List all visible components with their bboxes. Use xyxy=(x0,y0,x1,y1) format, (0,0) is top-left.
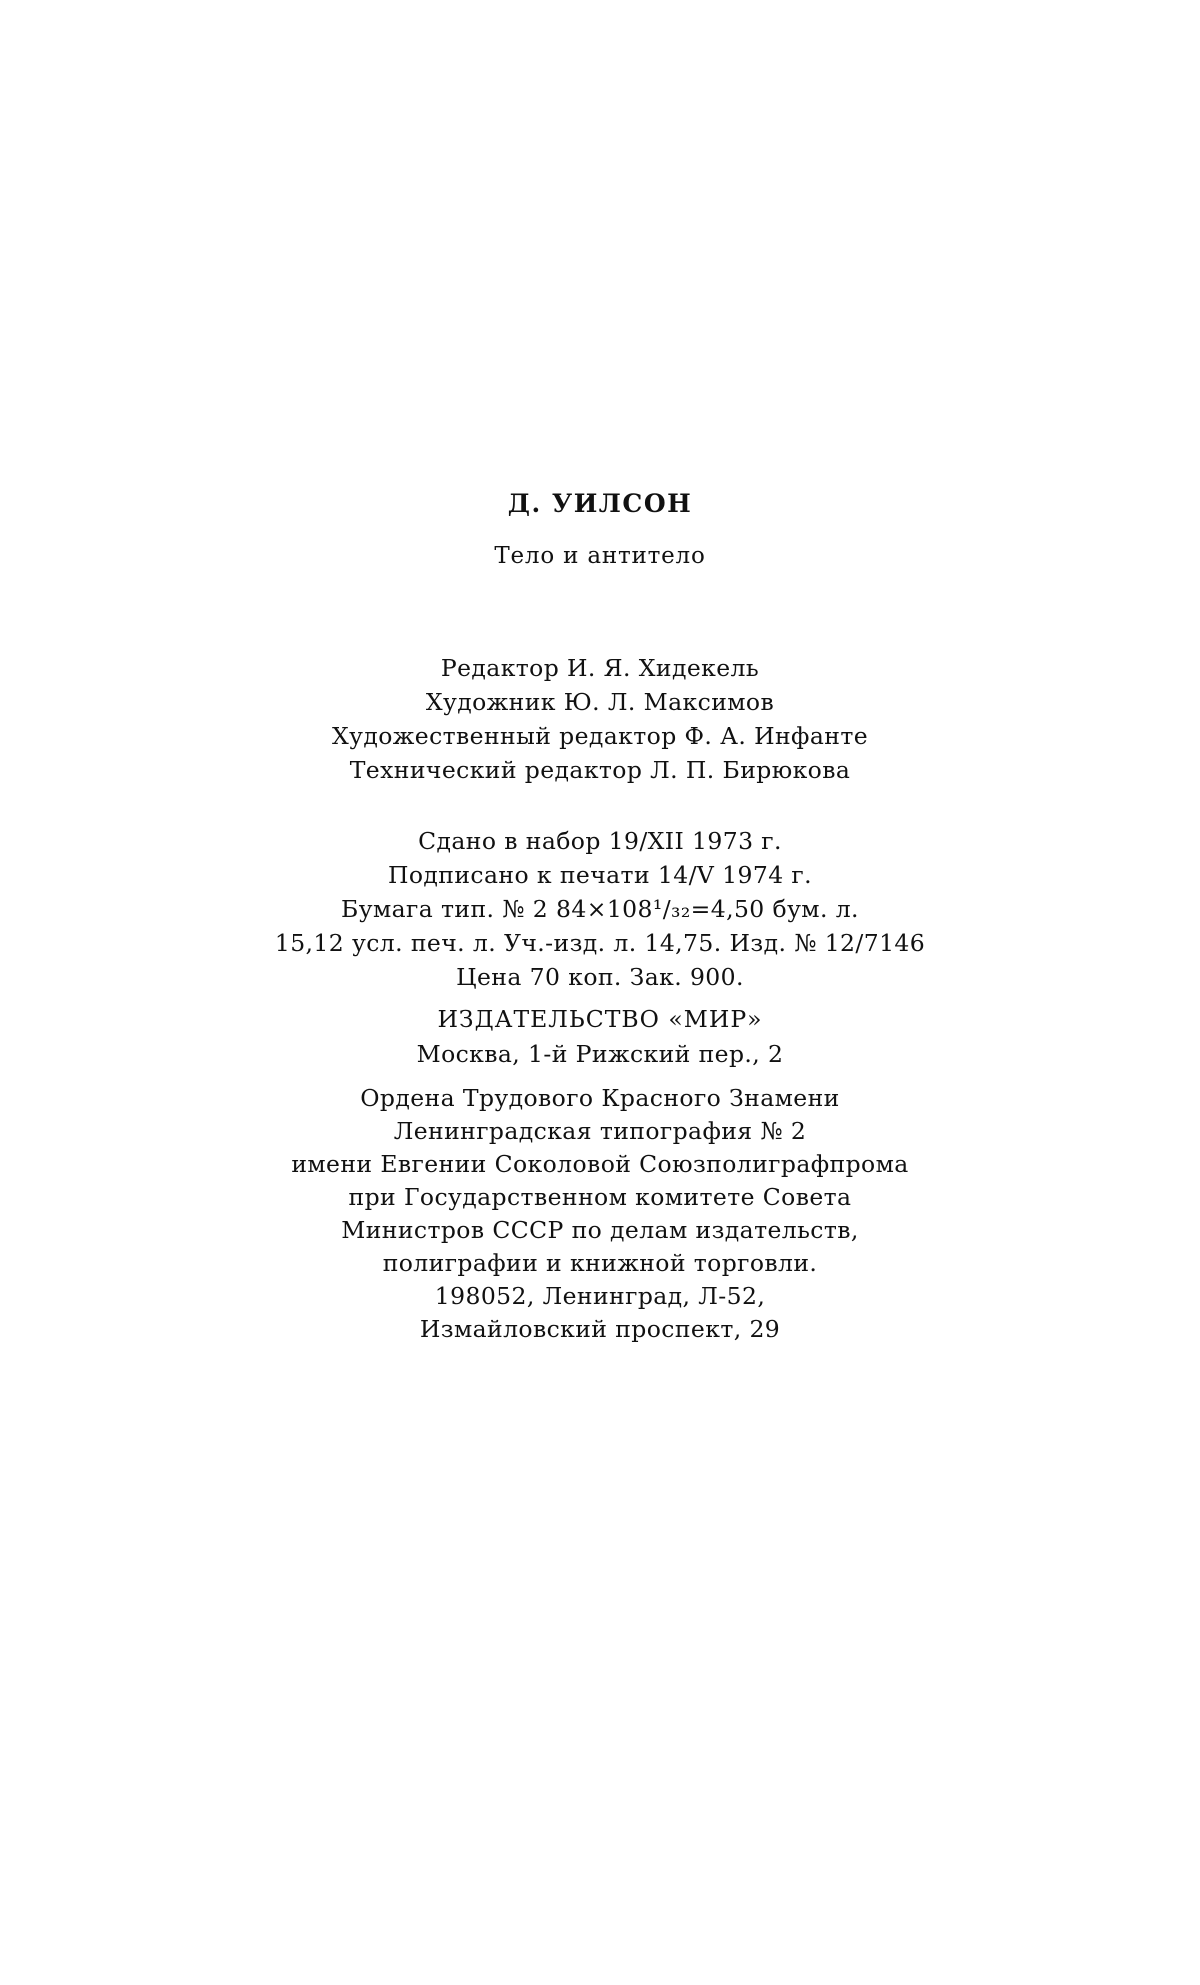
printer-line: имени Евгении Соколовой Союзполиграфпрома xyxy=(291,1150,909,1178)
paper-format: Бумага тип. № 2 84×108¹/₃₂=4,50 бум. л. xyxy=(341,895,859,923)
typeset-date: Сдано в набор 19/XII 1973 г. xyxy=(418,827,782,855)
price-and-order: Цена 70 коп. Зак. 900. xyxy=(456,963,744,991)
printer-line: Министров СССР по делам издательств, xyxy=(341,1216,859,1244)
credit-editor: Редактор И. Я. Хидекель xyxy=(440,654,760,682)
publisher-name: ИЗДАТЕЛЬСТВО «МИР» xyxy=(437,1005,763,1033)
printer-postal-address: 198052, Ленинград, Л-52, xyxy=(434,1282,766,1310)
signed-to-print-date: Подписано к печати 14/V 1974 г. xyxy=(387,861,813,889)
printer-line: полиграфии и книжной торговли. xyxy=(382,1249,818,1277)
printer-line: Ленинградская типография № 2 xyxy=(393,1117,807,1145)
book-title: Тело и антитело xyxy=(494,543,706,569)
credit-artist: Художник Ю. Л. Максимов xyxy=(425,688,775,716)
printer-line: Ордена Трудового Красного Знамени xyxy=(360,1084,840,1112)
sheet-counts: 15,12 усл. печ. л. Уч.-изд. л. 14,75. Изд. № 12/7146 xyxy=(274,929,926,957)
printer-line: при Государственном комитете Совета xyxy=(348,1183,852,1211)
author-name: Д. УИЛСОН xyxy=(507,489,693,518)
printer-street-address: Измайловский проспект, 29 xyxy=(419,1315,781,1343)
publisher-address: Москва, 1-й Рижский пер., 2 xyxy=(416,1040,784,1068)
credit-technical-editor: Технический редактор Л. П. Бирюкова xyxy=(349,756,851,784)
credit-art-editor: Художественный редактор Ф. А. Инфанте xyxy=(331,722,869,750)
